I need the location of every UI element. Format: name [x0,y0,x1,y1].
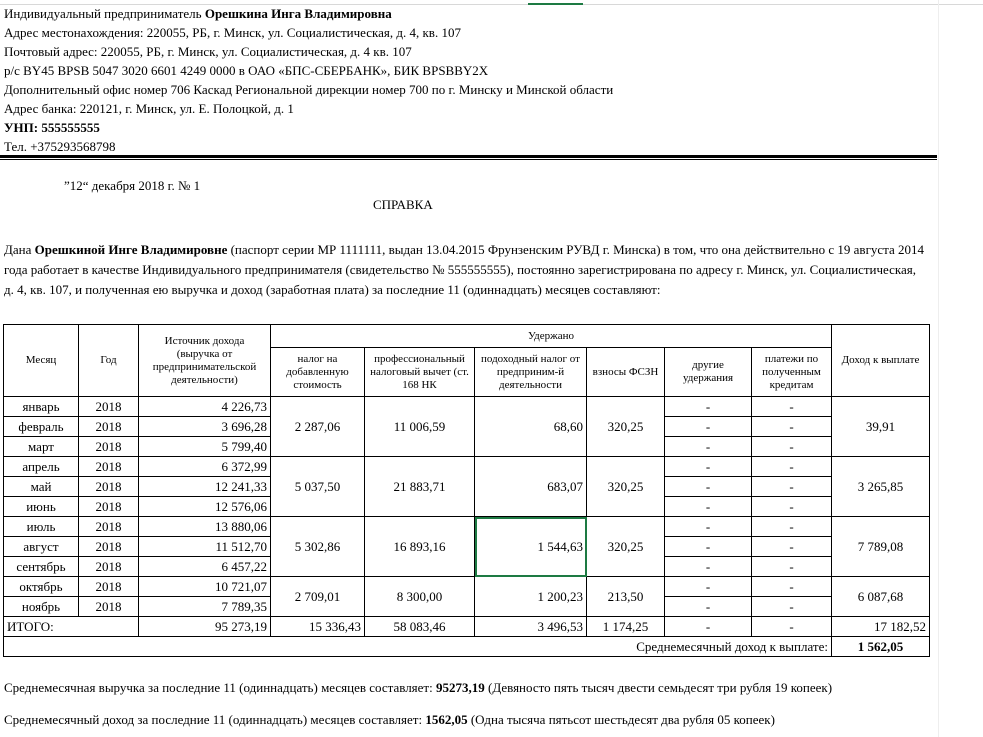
header-rule-thin [0,159,937,160]
cell-other: - [665,437,752,457]
cell-other: - [665,397,752,417]
footer-revenue: Среднемесячная выручка за последние 11 (одиннадцать) месяцев составляет: 95273,19 (Девяносто пять тысяч двести семьдесят три рубля 19 копеек) [4,680,833,695]
col-header-income-tax: подоходный налог от предприним-й деятельности [475,348,587,397]
cell-year: 2018 [79,417,139,437]
cell-month: июнь [4,497,79,517]
cell-credit: - [752,597,832,617]
total-credit: - [752,617,832,637]
total-prof: 58 083,46 [365,617,475,637]
cell-income-tax: 1 200,23 [475,577,587,617]
cell-month: ноябрь [4,597,79,617]
total-payout: 17 182,52 [832,617,930,637]
cell-source: 6 457,22 [139,557,271,577]
cell-credit: - [752,537,832,557]
cell-year: 2018 [79,457,139,477]
cell-other: - [665,557,752,577]
table-row [4,457,930,477]
cell-income-tax: 683,07 [475,457,587,517]
sheet-top-edge [0,0,983,5]
col-header-year: Год [79,325,139,397]
cell-year: 2018 [79,597,139,617]
col-header-source: Источник дохода (выручка от предпринимательской деятельности) [139,325,271,397]
cell-year: 2018 [79,497,139,517]
cell-month: апрель [4,457,79,477]
col-header-other: другие удержания [665,348,752,397]
table-row [4,517,930,537]
cell-credit: - [752,517,832,537]
cell-prof: 8 300,00 [365,577,475,617]
cell-source: 12 241,33 [139,477,271,497]
cell-year: 2018 [79,537,139,557]
cell-other: - [665,577,752,597]
cell-month: январь [4,397,79,417]
header-office: Дополнительный офис номер 706 Каскад Региональной дирекции номер 700 по г. Минску и Минской области [4,82,614,97]
cell-payout: 7 789,08 [832,517,930,577]
cell-vat: 5 037,50 [271,457,365,517]
col-header-payout: Доход к выплате [832,325,930,397]
cell-year: 2018 [79,477,139,497]
header-rule-thick [0,155,937,158]
cell-source: 11 512,70 [139,537,271,557]
cell-other: - [665,517,752,537]
cell-payout: 6 087,68 [832,577,930,617]
doc-date-line: ”12“ декабря 2018 г. № 1 [64,178,201,193]
cell-source: 7 789,35 [139,597,271,617]
cell-fszn: 320,25 [587,517,665,577]
cell-credit: - [752,397,832,417]
header-address: Адрес местонахождения: 220055, РБ, г. Минск, ул. Социалистическая, д. 4, кв. 107 [4,25,461,40]
entrepreneur-name: Орешкина Инга Владимировна [204,6,392,21]
total-row [4,617,930,637]
cell-other: - [665,417,752,437]
cell-year: 2018 [79,517,139,537]
recipient-name: Орешкиной Инге Владимировне [34,242,228,257]
cell-fszn: 320,25 [587,457,665,517]
average-label: Среднемесячный доход к выплате: [4,637,832,657]
total-vat: 15 336,43 [271,617,365,637]
cell-year: 2018 [79,557,139,577]
cell-month: март [4,437,79,457]
total-income-tax: 3 496,53 [475,617,587,637]
cell-income-tax: 68,60 [475,397,587,457]
cell-year: 2018 [79,397,139,417]
total-label: ИТОГО: [4,617,139,637]
cell-month: октябрь [4,577,79,597]
cell-vat: 5 302,86 [271,517,365,577]
cell-other: - [665,537,752,557]
col-header-credit: платежи по полученным кредитам [752,348,832,397]
cell-year: 2018 [79,437,139,457]
cell-vat: 2 709,01 [271,577,365,617]
income-table [3,324,930,657]
cell-credit: - [752,577,832,597]
selected-column-marker [528,0,583,5]
cell-credit: - [752,457,832,477]
cell-source: 13 880,06 [139,517,271,537]
col-header-withheld: Удержано [271,325,832,348]
income-value: 1562,05 [425,712,468,727]
table-body [4,397,930,657]
cell-month: февраль [4,417,79,437]
cell-fszn: 320,25 [587,397,665,457]
cell-credit: - [752,477,832,497]
cell-vat: 2 287,06 [271,397,365,457]
cell-month: май [4,477,79,497]
cell-source: 6 372,99 [139,457,271,477]
cell-credit: - [752,437,832,457]
cell-source: 4 226,73 [139,397,271,417]
page-edge [938,0,939,737]
header-unp: УНП: 555555555 [4,120,100,135]
cell-source: 12 576,06 [139,497,271,517]
cell-month: август [4,537,79,557]
col-header-month: Месяц [4,325,79,397]
cell-other: - [665,597,752,617]
header-account: р/с BY45 BPSB 5047 3020 6601 4249 0000 в ОАО «БПС-СБЕРБАНК», БИК BPSBBY2X [4,63,489,78]
header-phone: Тел. +375293568798 [4,139,116,154]
doc-title: СПРАВКА [373,197,433,212]
cell-payout: 3 265,85 [832,457,930,517]
header-line-entrepreneur: Индивидуальный предприниматель Орешкина Инга Владимировна [4,6,392,21]
header-bank-address: Адрес банка: 220121, г. Минск, ул. Е. Полоцкой, д. 1 [4,101,294,116]
col-header-prof: профессиональный налоговый вычет (ст. 168 НК [365,348,475,397]
table-row [4,577,930,597]
cell-prof: 16 893,16 [365,517,475,577]
cell-month: июль [4,517,79,537]
cell-month: сентябрь [4,557,79,577]
cell-prof: 11 006,59 [365,397,475,457]
cell-other: - [665,477,752,497]
total-fszn: 1 174,25 [587,617,665,637]
col-header-vat: налог на добавленную стоимость [271,348,365,397]
cell-payout: 39,91 [832,397,930,457]
cell-income-tax: 1 544,63 [475,517,587,577]
average-value: 1 562,05 [832,637,930,657]
table-row [4,397,930,417]
header-postal: Почтовый адрес: 220055, РБ, г. Минск, ул. Социалистическая, д. 4 кв. 107 [4,44,412,59]
cell-credit: - [752,557,832,577]
footer-income: Среднемесячный доход за последние 11 (одиннадцать) месяцев составляет: 1562,05 (Одна тысяча пятьсот шестьдесят два рубля 05 копеек) [4,712,775,727]
cell-credit: - [752,417,832,437]
cell-other: - [665,497,752,517]
cell-source: 3 696,28 [139,417,271,437]
cell-prof: 21 883,71 [365,457,475,517]
cell-source: 5 799,40 [139,437,271,457]
total-source: 95 273,19 [139,617,271,637]
cell-credit: - [752,497,832,517]
average-row [4,637,930,657]
cell-fszn: 213,50 [587,577,665,617]
doc-paragraph: Дана Орешкиной Инге Владимировне (паспорт серии МР 1111111, выдан 13.04.2015 Фрунзенским РУВД г. Минска) в том, что она действительно с 19 августа 2014 года работает в качестве Индивидуального предпринимателя (свидетельство № 555555555), постоянно зарегистрирована по адресу г. Минск, ул. Социалистическая, д. 4, кв. 107, и полученная ею выручка и доход (заработная плата) за последние 11 (одиннадцать) месяцев составляют: [4,242,925,297]
cell-source: 10 721,07 [139,577,271,597]
total-other: - [665,617,752,637]
cell-other: - [665,457,752,477]
cell-year: 2018 [79,577,139,597]
revenue-value: 95273,19 [435,680,485,695]
col-header-fszn: взносы ФСЗН [587,348,665,397]
